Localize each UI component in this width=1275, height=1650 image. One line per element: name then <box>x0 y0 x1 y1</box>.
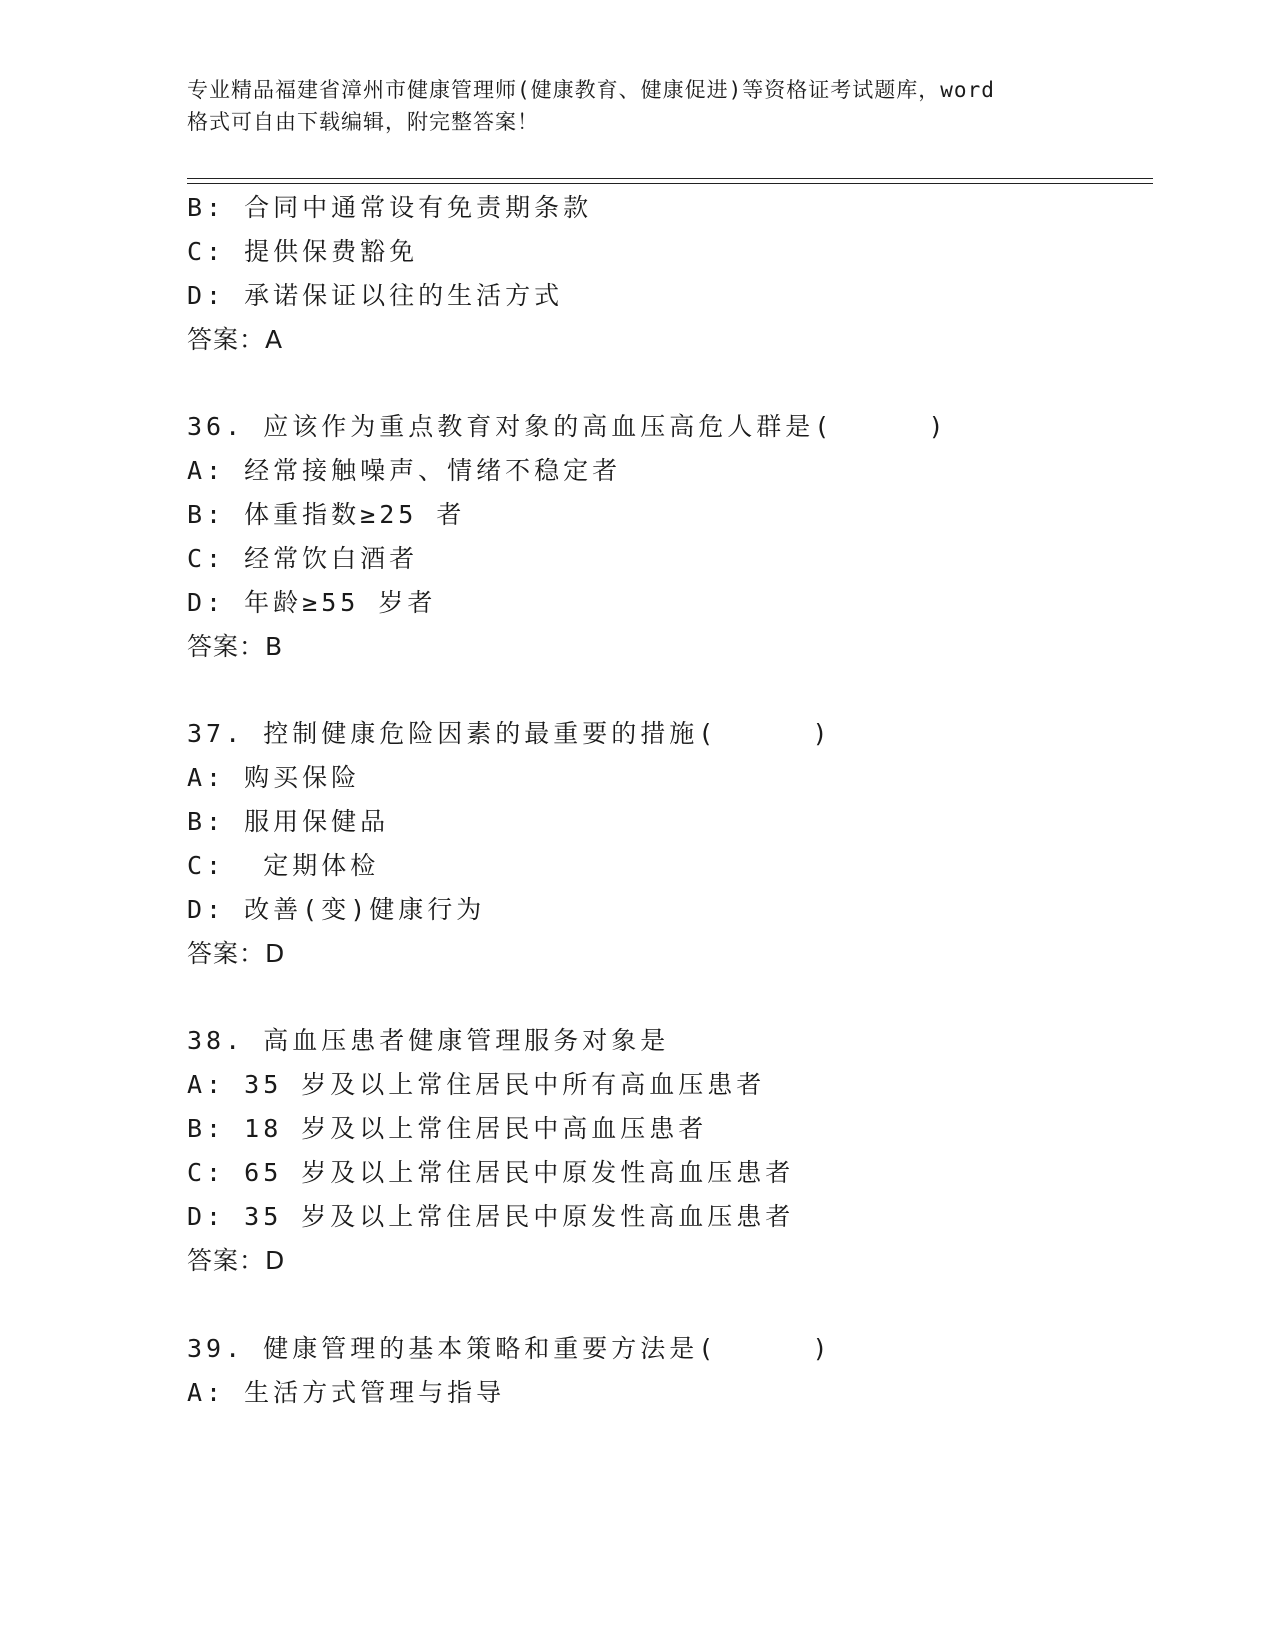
header-divider-bottom <box>187 183 1153 184</box>
question-stem: 39. 健康管理的基本策略和重要方法是( ) <box>187 1334 832 1363</box>
header-divider-top <box>187 178 1153 179</box>
option-c: C: 65 岁及以上常住居民中原发性高血压患者 <box>187 1158 795 1187</box>
option-c: C: 提供保费豁免 <box>187 237 419 266</box>
question-stem: 38. 高血压患者健康管理服务对象是 <box>187 1026 670 1055</box>
option-d: D: 年龄≥55 岁者 <box>187 588 437 617</box>
option-a: A: 经常接触噪声、情绪不稳定者 <box>187 456 622 485</box>
answer: 答案：A <box>187 325 284 354</box>
answer: 答案：D <box>187 1246 286 1275</box>
option-a: A: 购买保险 <box>187 763 361 792</box>
document-header <box>187 74 1087 138</box>
option-a: A: 35 岁及以上常住居民中所有高血压患者 <box>187 1070 766 1099</box>
option-b: B: 18 岁及以上常住居民中高血压患者 <box>187 1114 708 1143</box>
option-d: D: 35 岁及以上常住居民中原发性高血压患者 <box>187 1202 795 1231</box>
question-stem: 37. 控制健康危险因素的最重要的措施( ) <box>187 719 832 748</box>
answer: 答案：B <box>187 632 284 661</box>
option-b: B: 服用保健品 <box>187 807 390 836</box>
option-a: A: 生活方式管理与指导 <box>187 1378 506 1407</box>
option-c: C: 定期体检 <box>187 851 380 880</box>
option-d: D: 承诺保证以往的生活方式 <box>187 281 564 310</box>
option-d: D: 改善(变)健康行为 <box>187 895 486 924</box>
header-line-1: 专业精品福建省漳州市健康管理师(健康教育、健康促进)等资格证考试题库，word <box>187 78 995 102</box>
answer: 答案：D <box>187 939 286 968</box>
header-line-2: 格式可自由下载编辑，附完整答案！ <box>187 110 539 134</box>
option-c: C: 经常饮白酒者 <box>187 544 419 573</box>
option-b: B: 合同中通常设有免责期条款 <box>187 193 593 222</box>
question-stem: 36. 应该作为重点教育对象的高血压高危人群是( ) <box>187 412 948 441</box>
option-b: B: 体重指数≥25 者 <box>187 500 466 529</box>
